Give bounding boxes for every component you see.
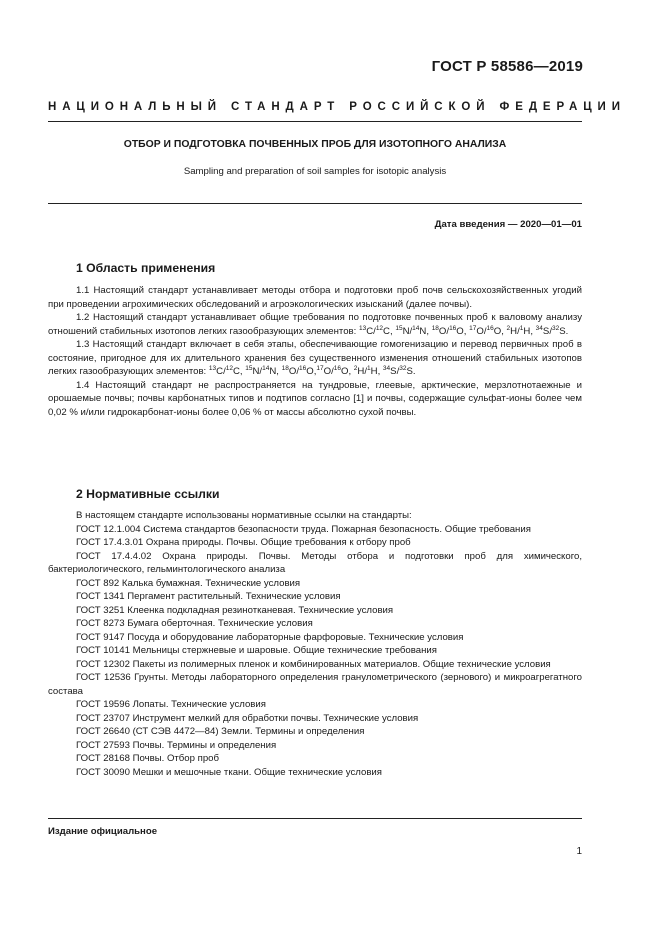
slash: / [223, 366, 226, 377]
element-o: O [340, 366, 349, 377]
slash: / [409, 325, 413, 337]
section-2-body [48, 509, 582, 779]
isotope-o18-mass: 18 [431, 324, 439, 332]
separator: , [313, 366, 317, 377]
element-c: C [216, 366, 224, 377]
reference-item: ГОСТ 26640 (СТ СЭВ 4472—84) Земли. Термины и определения [76, 726, 365, 737]
period: . [412, 366, 416, 377]
reference-item: ГОСТ 892 Калька бумажная. Технические условия [76, 577, 301, 589]
slash: / [364, 366, 368, 377]
divider-footer [48, 818, 582, 819]
section-1-heading: 1 Область применения [76, 261, 216, 275]
document-title-en: Sampling and preparation of soil samples for isotopic analysis [183, 166, 447, 177]
element-n: N [419, 325, 427, 337]
page-number: 1 [576, 846, 582, 857]
separator: , [276, 366, 282, 377]
reference-item: ГОСТ 12302 Пакеты из полимерных пленок и комбинированных материалов. Общие технические условия [76, 658, 551, 670]
document-title-ru: ОТБОР И ПОДГОТОВКА ПОЧВЕННЫХ ПРОБ ДЛЯ ИЗОТОПНОГО АНАЛИЗА [123, 139, 507, 150]
separator: , [377, 366, 383, 377]
section-2-heading: 2 Нормативные ссылки [76, 487, 220, 501]
isotope-n15-mass: 15 [245, 365, 253, 372]
reference-item: ГОСТ 1341 Пергамент растительный. Технические условия [76, 591, 341, 602]
slash: / [331, 366, 334, 377]
isotope-n15-mass: 15 [395, 324, 403, 332]
references-intro: В настоящем стандарте использованы нормативные ссылки на стандарты: [76, 510, 412, 521]
isotope-o16-mass: 16 [486, 324, 494, 332]
reference-item: ГОСТ 23707 Инструмент мелкий для обработки почвы. Технические условия [76, 712, 419, 724]
reference-item: ГОСТ 12536 Грунты. Методы лабораторного определения гранулометрического (зернового) и микроагрегатного состава [48, 672, 582, 697]
isotope-h1-mass: 1 [519, 324, 524, 332]
divider-title [48, 203, 582, 204]
isotope-s34-mass: 34 [535, 324, 543, 332]
reference-item: ГОСТ 17.4.4.02 Охрана природы. Почвы. Методы отбора и подготовки проб для химического, бактериологического, гельминтологического анализа [48, 550, 582, 575]
paragraph-1-2 [48, 311, 582, 338]
isotope-c12-mass: 12 [225, 365, 233, 372]
reference-item: ГОСТ 30090 Мешки и мешочные ткани. Общие технические условия [76, 766, 382, 778]
paragraph-1-4: 1.4 Настоящий стандарт не распространяется на тундровые, глеевые, арктические, мерзлотнотаежные и орошаемые почвы; почвы карбонатных типов и подтипов согласно [1] и почвы, содержащие сульфат-ионы более чем 0,02 % и/или гидрокарбонат-ионы более 0,06 % от массы абсолютно сухой почвы. [48, 379, 582, 418]
paragraph-1-3-text: 1.3 Настоящий стандарт включает в себя этапы, обеспечивающие гомогенизацию и перевод первичных проб в состояние, пригодное для их длительного хранения без существенного изменения отношений стабильных изотопов легких газообразующих элементов: [48, 339, 582, 377]
slash: / [517, 325, 520, 337]
element-s: S [390, 366, 397, 377]
element-c: C [366, 325, 374, 337]
section-1-body [48, 284, 582, 419]
element-o: O [306, 366, 314, 377]
element-h: H [523, 325, 531, 337]
separator: , [389, 325, 396, 337]
isotope-c13-mass: 13 [358, 324, 367, 332]
reference-item: ГОСТ 3251 Клеенка подкладная резинотканевая. Технические условия [76, 604, 394, 616]
official-edition-label: Издание официальное [48, 826, 158, 837]
separator: , [348, 366, 354, 377]
element-s: S [542, 325, 550, 337]
period: . [565, 325, 569, 337]
isotope-o16-mass: 16 [333, 365, 341, 372]
isotope-s32-mass: 32 [551, 324, 560, 332]
slash: / [373, 325, 376, 337]
element-o: O [323, 366, 332, 377]
reference-item: ГОСТ 19596 Лопаты. Технические условия [76, 699, 266, 710]
isotope-n14-mass: 14 [262, 365, 270, 372]
isotope-o17-mass: 17 [469, 324, 477, 332]
element-s: S [406, 366, 413, 377]
slash: / [259, 366, 263, 377]
gost-code: ГОСТ Р 58586—2019 [431, 58, 583, 75]
element-o: O [456, 325, 464, 337]
separator: , [426, 325, 432, 337]
element-c: C [232, 366, 240, 377]
reference-item: ГОСТ 12.1.004 Система стандартов безопасности труда. Пожарная безопасность. Общие требования [76, 523, 531, 535]
element-n: N [252, 366, 260, 377]
isotope-h1-mass: 1 [367, 365, 371, 372]
slash: / [296, 366, 299, 377]
isotope-c12-mass: 12 [375, 324, 384, 332]
isotope-o17-mass: 17 [316, 365, 324, 372]
isotope-o16-mass: 16 [449, 324, 457, 332]
element-o: O [438, 325, 447, 337]
element-h: H [370, 366, 378, 377]
element-n: N [402, 325, 410, 337]
reference-item: ГОСТ 9147 Посуда и оборудование лабораторные фарфоровые. Технические условия [76, 631, 464, 643]
paragraph-1-1: 1.1 Настоящий стандарт устанавливает методы отбора и подготовки проб почв сельскохозяйственных угодий при проведении агрохимических обследований и агроэкологических изысканий (далее почвы). [48, 285, 582, 310]
slash: / [549, 325, 552, 337]
element-o: O [288, 366, 297, 377]
separator: , [239, 366, 246, 377]
separator: , [463, 325, 470, 337]
element-o: O [493, 325, 502, 337]
national-standard-banner: НАЦИОНАЛЬНЫЙ СТАНДАРТ РОССИЙСКОЙ ФЕДЕРАЦИИ [48, 101, 626, 113]
reference-item: ГОСТ 28168 Почвы. Отбор проб [76, 753, 219, 764]
element-c: C [383, 325, 390, 337]
element-n: N [269, 366, 277, 377]
isotope-h2-mass: 2 [353, 365, 358, 372]
slash: / [396, 366, 400, 377]
element-h: H [357, 366, 365, 377]
isotope-s32-mass: 32 [399, 365, 407, 372]
isotope-n14-mass: 14 [412, 324, 420, 332]
divider-top [48, 121, 582, 122]
isotope-s34-mass: 34 [382, 365, 391, 372]
paragraph-1-3 [48, 338, 582, 379]
slash: / [446, 325, 450, 337]
separator: , [501, 325, 507, 337]
slash: / [483, 325, 487, 337]
isotope-o18-mass: 18 [281, 365, 289, 372]
element-o: O [476, 325, 484, 337]
reference-item: ГОСТ 8273 Бумага оберточная. Технические условия [76, 618, 313, 629]
reference-item: ГОСТ 10141 Мельницы стержневые и шаровые. Общие технические требования [76, 645, 437, 656]
separator: , [530, 325, 536, 337]
element-s: S [559, 325, 566, 337]
introduction-date: Дата введения — 2020—01—01 [434, 219, 582, 230]
isotope-h2-mass: 2 [506, 324, 511, 332]
element-h: H [510, 325, 518, 337]
paragraph-1-2-text: 1.2 Настоящий стандарт устанавливает общие требования по подготовке почвенных проб к валовому анализу отношений стабильных изотопов легких газообразующих элементов: [48, 312, 582, 337]
reference-item: ГОСТ 17.4.3.01 Охрана природы. Почвы. Общие требования к отбору проб [76, 537, 411, 548]
reference-item: ГОСТ 27593 Почвы. Термины и определения [76, 739, 277, 751]
isotope-o16-mass: 16 [298, 365, 307, 372]
isotope-c13-mass: 13 [208, 365, 217, 372]
